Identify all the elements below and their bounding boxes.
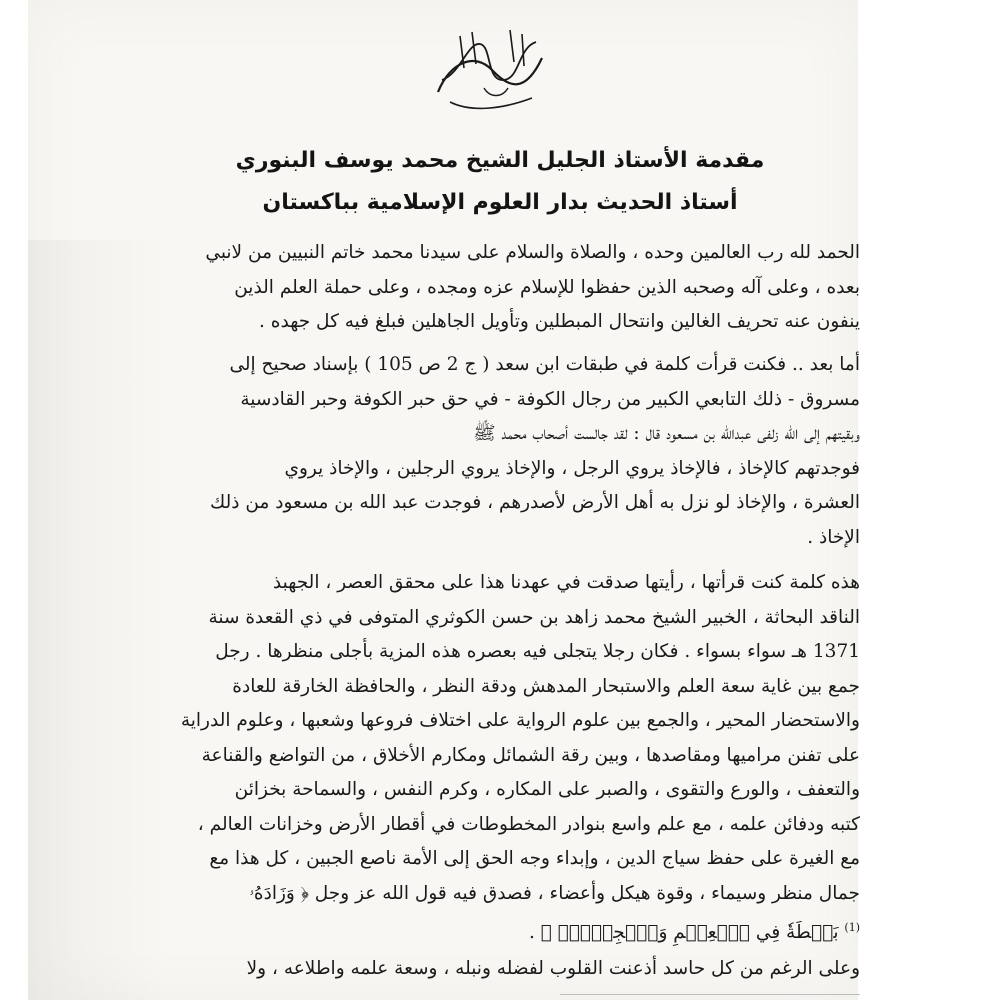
text-line: مسروق - ذلك التابعي الكبير من رجال الكوفة - في حق حبر الكوفة وحبر القادسية: [240, 388, 860, 410]
text-line: فوجدتهم كالإخاذ ، فالإخاذ يروي الرجل ، والإخاذ يروي الرجلين ، والإخاذ يروي: [284, 457, 860, 479]
text-line: كتبه ودفائن علمه ، مع علم واسع بنوادر المخطوطات في أقطار الأرض وخزانات العالم ،: [197, 813, 860, 835]
paragraph-ibn-saad: [90, 348, 860, 555]
text-line: مع الغيرة على حفظ سياج الدين ، وإبداء وجه الحق إلى الأمة ناصع الجبين ، كل هذا مع: [209, 848, 860, 869]
text-line: 1371 هـ سواء بسواء . فكان رجلا يتجلى فيه بعصره هذه المزية بأجلى منظرها . رجل: [215, 641, 860, 662]
divider: [560, 994, 860, 995]
text-line: جمال منظر وسيماء ، وقوة هيكل وأعضاء ، فصدق فيه قول الله عز وجل ﴿ وَزَادَهُۥ: [249, 882, 860, 904]
text-line: الحمد لله رب العالمين وحده ، والصلاة والسلام على سيدنا محمد خاتم النبيين من لانبي: [205, 242, 860, 263]
text-line: الناقد البحاثة ، الخبير الشيخ محمد زاهد بن حسن الكوثري المتوفى في ذي القعدة سنة: [208, 606, 860, 628]
text-line: جمع بين غاية سعة العلم والاستبحار المدهش ودقة النظر ، والحافظة الخارقة للعادة: [232, 675, 860, 697]
basmala-calligraphy-icon: [420, 22, 560, 118]
page-title: مقدمة الأستاذ الجليل الشيخ محمد يوسف البنوري: [235, 148, 765, 173]
text-line: والتعفف ، والورع والتقوى ، والصبر على المكاره ، وكرم النفس ، والسماحة بخزائن: [234, 779, 860, 800]
text-line: وبقيتهم إلى الله زلفى عبدالله بن مسعود قال : لقد جالست أصحاب محمد ﷺ: [473, 423, 860, 444]
footnote-marker: (1): [844, 921, 860, 934]
text-line: الإخاذ .: [807, 526, 860, 548]
text-line: بعده ، وعلى آله وصحبه الذين حفظوا للإسلام عزه ومجده ، وعلى حملة العلم الذين: [234, 276, 860, 298]
quran-verse-line: [90, 911, 860, 951]
page-subtitle: أستاذ الحديث بدار العلوم الإسلامية بباكستان: [262, 190, 738, 215]
paragraph-closing: [90, 952, 860, 987]
paragraph-opening: [90, 236, 860, 340]
quran-verse-text: بَسۡطَةٗ فِي ٱلۡعِلۡمِ وَٱلۡجِسۡمِۖ ﴾ .: [528, 922, 839, 944]
text-line: وعلى الرغم من كل حاسد أذعنت القلوب لفضله ونبله ، وسعة علمه واطلاعه ، ولا: [246, 958, 860, 979]
text-line: هذه كلمة كنت قرأتها ، رأيتها صدقت في عهدنا هذا على محقق العصر ، الجهبذ: [272, 572, 860, 593]
text-line: ينفون عنه تحريف الغالين وانتحال المبطلين وتأويل الجاهلين فبلغ فيه كل جهده .: [259, 311, 860, 332]
text-line: العشرة ، والإخاذ لو نزل به أهل الأرض لأصدرهم ، فوجدت عبد الله بن مسعود من ذلك: [210, 492, 860, 513]
text-line: على تفنن مراميها ومقاصدها ، وبين رقة الشمائل ومكارم الأخلاق ، من التواضع والقناعة: [201, 744, 860, 766]
basmala-calligraphy: [420, 22, 560, 118]
text-line: والاستحضار المحير ، والجمع بين علوم الرواية على اختلاف فروعها وشعبها ، وعلوم الدراية: [180, 710, 860, 731]
paragraph-kawthari: [90, 566, 860, 951]
text-line: أما بعد .. فكنت قرأت كلمة في طبقات ابن سعد ( ج 2 ص 105 ) بإسناد صحيح إلى: [229, 354, 860, 375]
